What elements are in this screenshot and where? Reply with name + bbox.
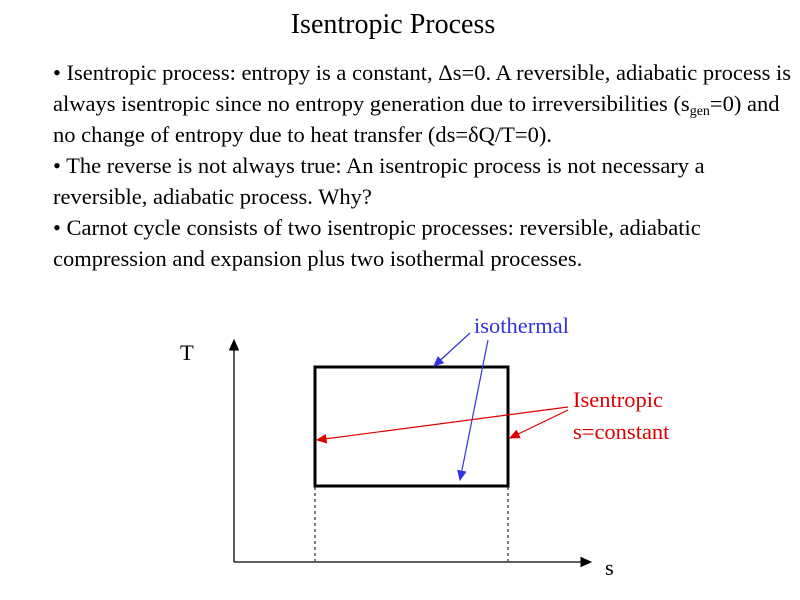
isentropic-arrow-left [317, 407, 568, 440]
slide-title: Isentropic Process [290, 9, 496, 40]
axis-label-s: s [605, 555, 614, 580]
isentropic-label-line2: s=constant [573, 419, 670, 444]
isentropic-label-line1: Isentropic [573, 387, 663, 412]
isothermal-arrow-top [434, 333, 470, 366]
isentropic-arrow-right [510, 410, 568, 438]
axis-label-t: T [180, 340, 194, 365]
bullet-isentropic-definition: • Isentropic process: entropy is a constant, Δs=0. A reversible, adiabatic process is always isentropic since no entropy generation due to irreversibilities $(s_{gen}=0)$ and no change of entropy due to heat transfer (ds=δQ/T=0). [53, 60, 791, 147]
isothermal-arrow-bottom [460, 340, 488, 480]
bullet-reverse-not-true: • The reverse is not always true: An isentropic process is not necessary a reversible, adiabatic process. Why? [53, 153, 705, 209]
isothermal-label: isothermal [474, 313, 569, 338]
bullet-carnot-cycle: • Carnot cycle consists of two isentropic processes: reversible, adiabatic compression and expansion plus two isothermal processes. [53, 215, 701, 271]
